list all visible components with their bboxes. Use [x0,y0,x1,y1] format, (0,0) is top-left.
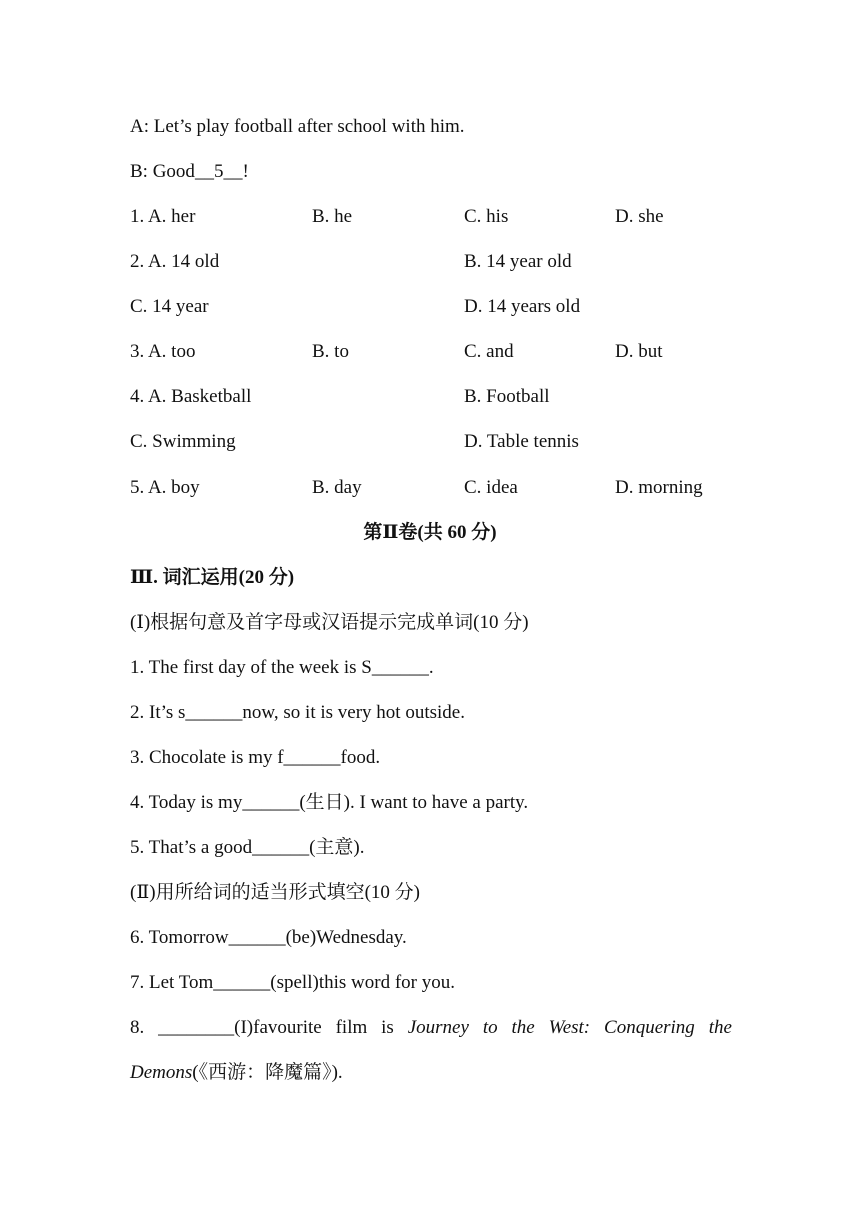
item-8-word: is [381,1017,394,1038]
dialogue-line-b-suffix: ! [242,161,249,182]
vocab-item-2: 2. It’s s______now, so it is very hot outside. [130,702,465,723]
film-title-word: Conquering [604,1017,695,1038]
vocab-item-3: 3. Chocolate is my f______food. [130,747,381,768]
form-item-6: 6. Tomorrow______(be)Wednesday. [130,927,407,948]
q1-option-d: D. she [615,206,664,227]
q3-option-b: B. to [312,341,349,362]
vocab-item-5: 5. That’s a good______(主意). [130,837,365,858]
part-2-title: 第Ⅱ卷(共 60 分) [363,522,497,543]
form-item-8-line-1 [130,1016,732,1040]
q4-option-b: B. Football [464,386,550,407]
film-title-word: West: [548,1017,591,1038]
q2-option-c: C. 14 year [130,296,209,317]
q1-option-c: C. his [464,206,509,227]
dialogue-line-a: A: Let’s play football after school with him. [130,116,465,137]
dialogue-line-b-prefix: B: Good [130,161,195,182]
subsection-2-title: (Ⅱ)用所给词的适当形式填空(10 分) [130,882,420,903]
film-title-word: Journey [407,1017,469,1038]
form-item-8-line-2 [130,1061,343,1085]
q2-option-d: D. 14 years old [464,296,581,317]
q1-option-b: B. he [312,206,353,227]
q5-option-b: B. day [312,477,362,498]
q4-option-a: 4. A. Basketball [130,386,252,407]
film-chinese-title: (《西游：降魔篇》). [192,1062,343,1083]
dialogue-line-b [130,160,249,184]
section-3-title: Ⅲ. 词汇运用(20 分) [130,567,295,588]
q1-option-a: 1. A. her [130,206,196,227]
subsection-1-title: (Ⅰ)根据句意及首字母或汉语提示完成单词(10 分) [130,612,529,633]
q4-option-c: C. Swimming [130,431,236,452]
film-title-end: Demons [130,1062,193,1083]
q5-option-a: 5. A. boy [130,477,200,498]
vocab-item-4: 4. Today is my______(生日). I want to have a party. [130,792,529,813]
q2-option-a: 2. A. 14 old [130,251,220,272]
q5-option-c: C. idea [464,477,518,498]
q5-option-d: D. morning [615,477,703,498]
item-8-word: film [335,1017,368,1038]
blank-5: __5__ [194,161,243,182]
q3-option-c: C. and [464,341,514,362]
q3-option-a: 3. A. too [130,341,196,362]
film-title-word: to [482,1017,498,1038]
vocab-item-1: 1. The first day of the week is S______. [130,657,434,678]
q3-option-d: D. but [615,341,663,362]
q4-option-d: D. Table tennis [464,431,579,452]
film-title-word: the [708,1017,732,1038]
q2-option-b: B. 14 year old [464,251,572,272]
item-8-blank: ________(I)favourite [158,1017,322,1038]
film-title-word: the [511,1017,535,1038]
item-8-number: 8. [130,1017,145,1038]
form-item-7: 7. Let Tom______(spell)this word for you. [130,972,455,993]
